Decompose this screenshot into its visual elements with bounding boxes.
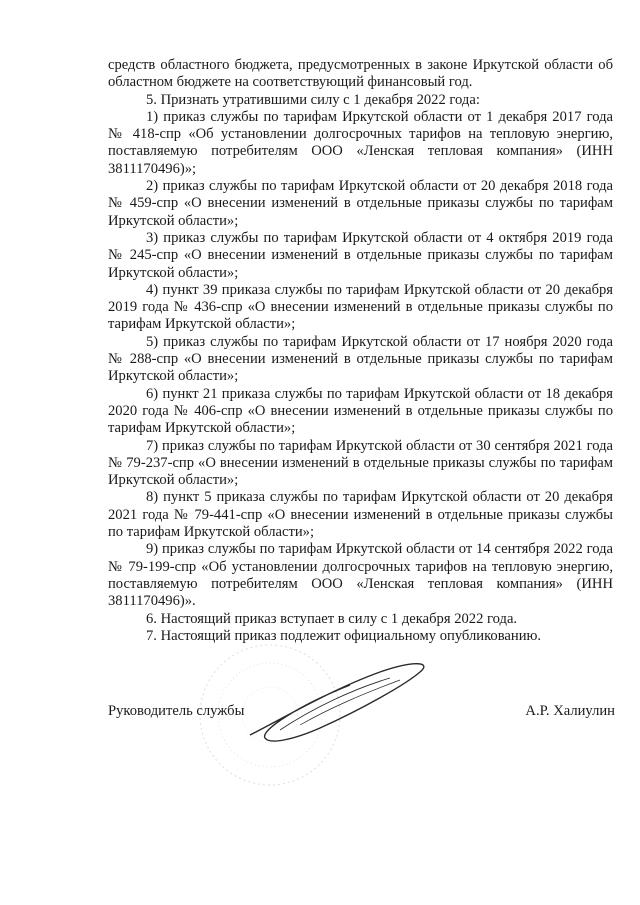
- handwritten-signature: [240, 650, 440, 750]
- document-body: [108, 57, 613, 645]
- paragraph-item-5: 5. Признать утратившими силу с 1 декабря 2022 года:: [146, 91, 480, 108]
- list-item-8: 8) пункт 5 приказа службы по тарифам Иркутской области от 20 декабря 2021 года № 79-441-спр «О внесении изменений в отдельные приказы службы по тарифам Иркутской области»;: [108, 489, 613, 541]
- list-item-7: 7) приказ службы по тарифам Иркутской области от 30 сентября 2021 года № 79-237-спр «О внесении изменений в отдельные приказы службы по тарифам Иркутской области»;: [108, 437, 613, 489]
- paragraph-item-7: 7. Настоящий приказ подлежит официальному опубликованию.: [146, 627, 542, 644]
- signatory-title: Руководитель службы: [108, 703, 245, 719]
- signatory-name: А.Р. Халиулин: [525, 703, 615, 719]
- paragraph-continuation: средств областного бюджета, предусмотренных в законе Иркутской области об областном бюджете на соответствующий финансовый год.: [108, 57, 613, 91]
- list-item-2: 2) приказ службы по тарифам Иркутской области от 20 декабря 2018 года № 459-спр «О внесении изменений в отдельные приказы службы по тарифам Иркутской области»;: [108, 178, 613, 229]
- list-item-4: 4) пункт 39 приказа службы по тарифам Иркутской области от 20 декабря 2019 года № 436-спр «О внесении изменений в отдельные приказы службы по тарифам Иркутской области»;: [108, 281, 613, 333]
- list-item-3: 3) приказ службы по тарифам Иркутской области от 4 октября 2019 года № 245-спр «О внесении изменений в отдельные приказы службы по тарифам Иркутской области»;: [108, 229, 613, 281]
- paragraph-item-6: 6. Настоящий приказ вступает в силу с 1 декабря 2022 года.: [146, 610, 518, 627]
- list-item-1: 1) приказ службы по тарифам Иркутской области от 1 декабря 2017 года № 418-спр «Об установлении долгосрочных тарифов на тепловую энергию, поставляемую потребителям ООО «Ленская тепловая компания» (ИНН 3811170496)»;: [108, 108, 613, 177]
- list-item-5: 5) приказ службы по тарифам Иркутской области от 17 ноября 2020 года № 288-спр «О внесении изменений в отдельные приказы службы по тарифам Иркутской области»;: [108, 333, 613, 385]
- list-item-9: 9) приказ службы по тарифам Иркутской области от 14 сентября 2022 года № 79-199-спр «Об установлении долгосрочных тарифов на тепловую энергию, поставляемую потребителям ООО «Ленская тепловая компания» (ИНН 3811170496)».: [108, 541, 613, 610]
- list-item-6: 6) пункт 21 приказа службы по тарифам Иркутской области от 18 декабря 2020 года № 406-спр «О внесении изменений в отдельные приказы службы по тарифам Иркутской области»;: [108, 385, 613, 437]
